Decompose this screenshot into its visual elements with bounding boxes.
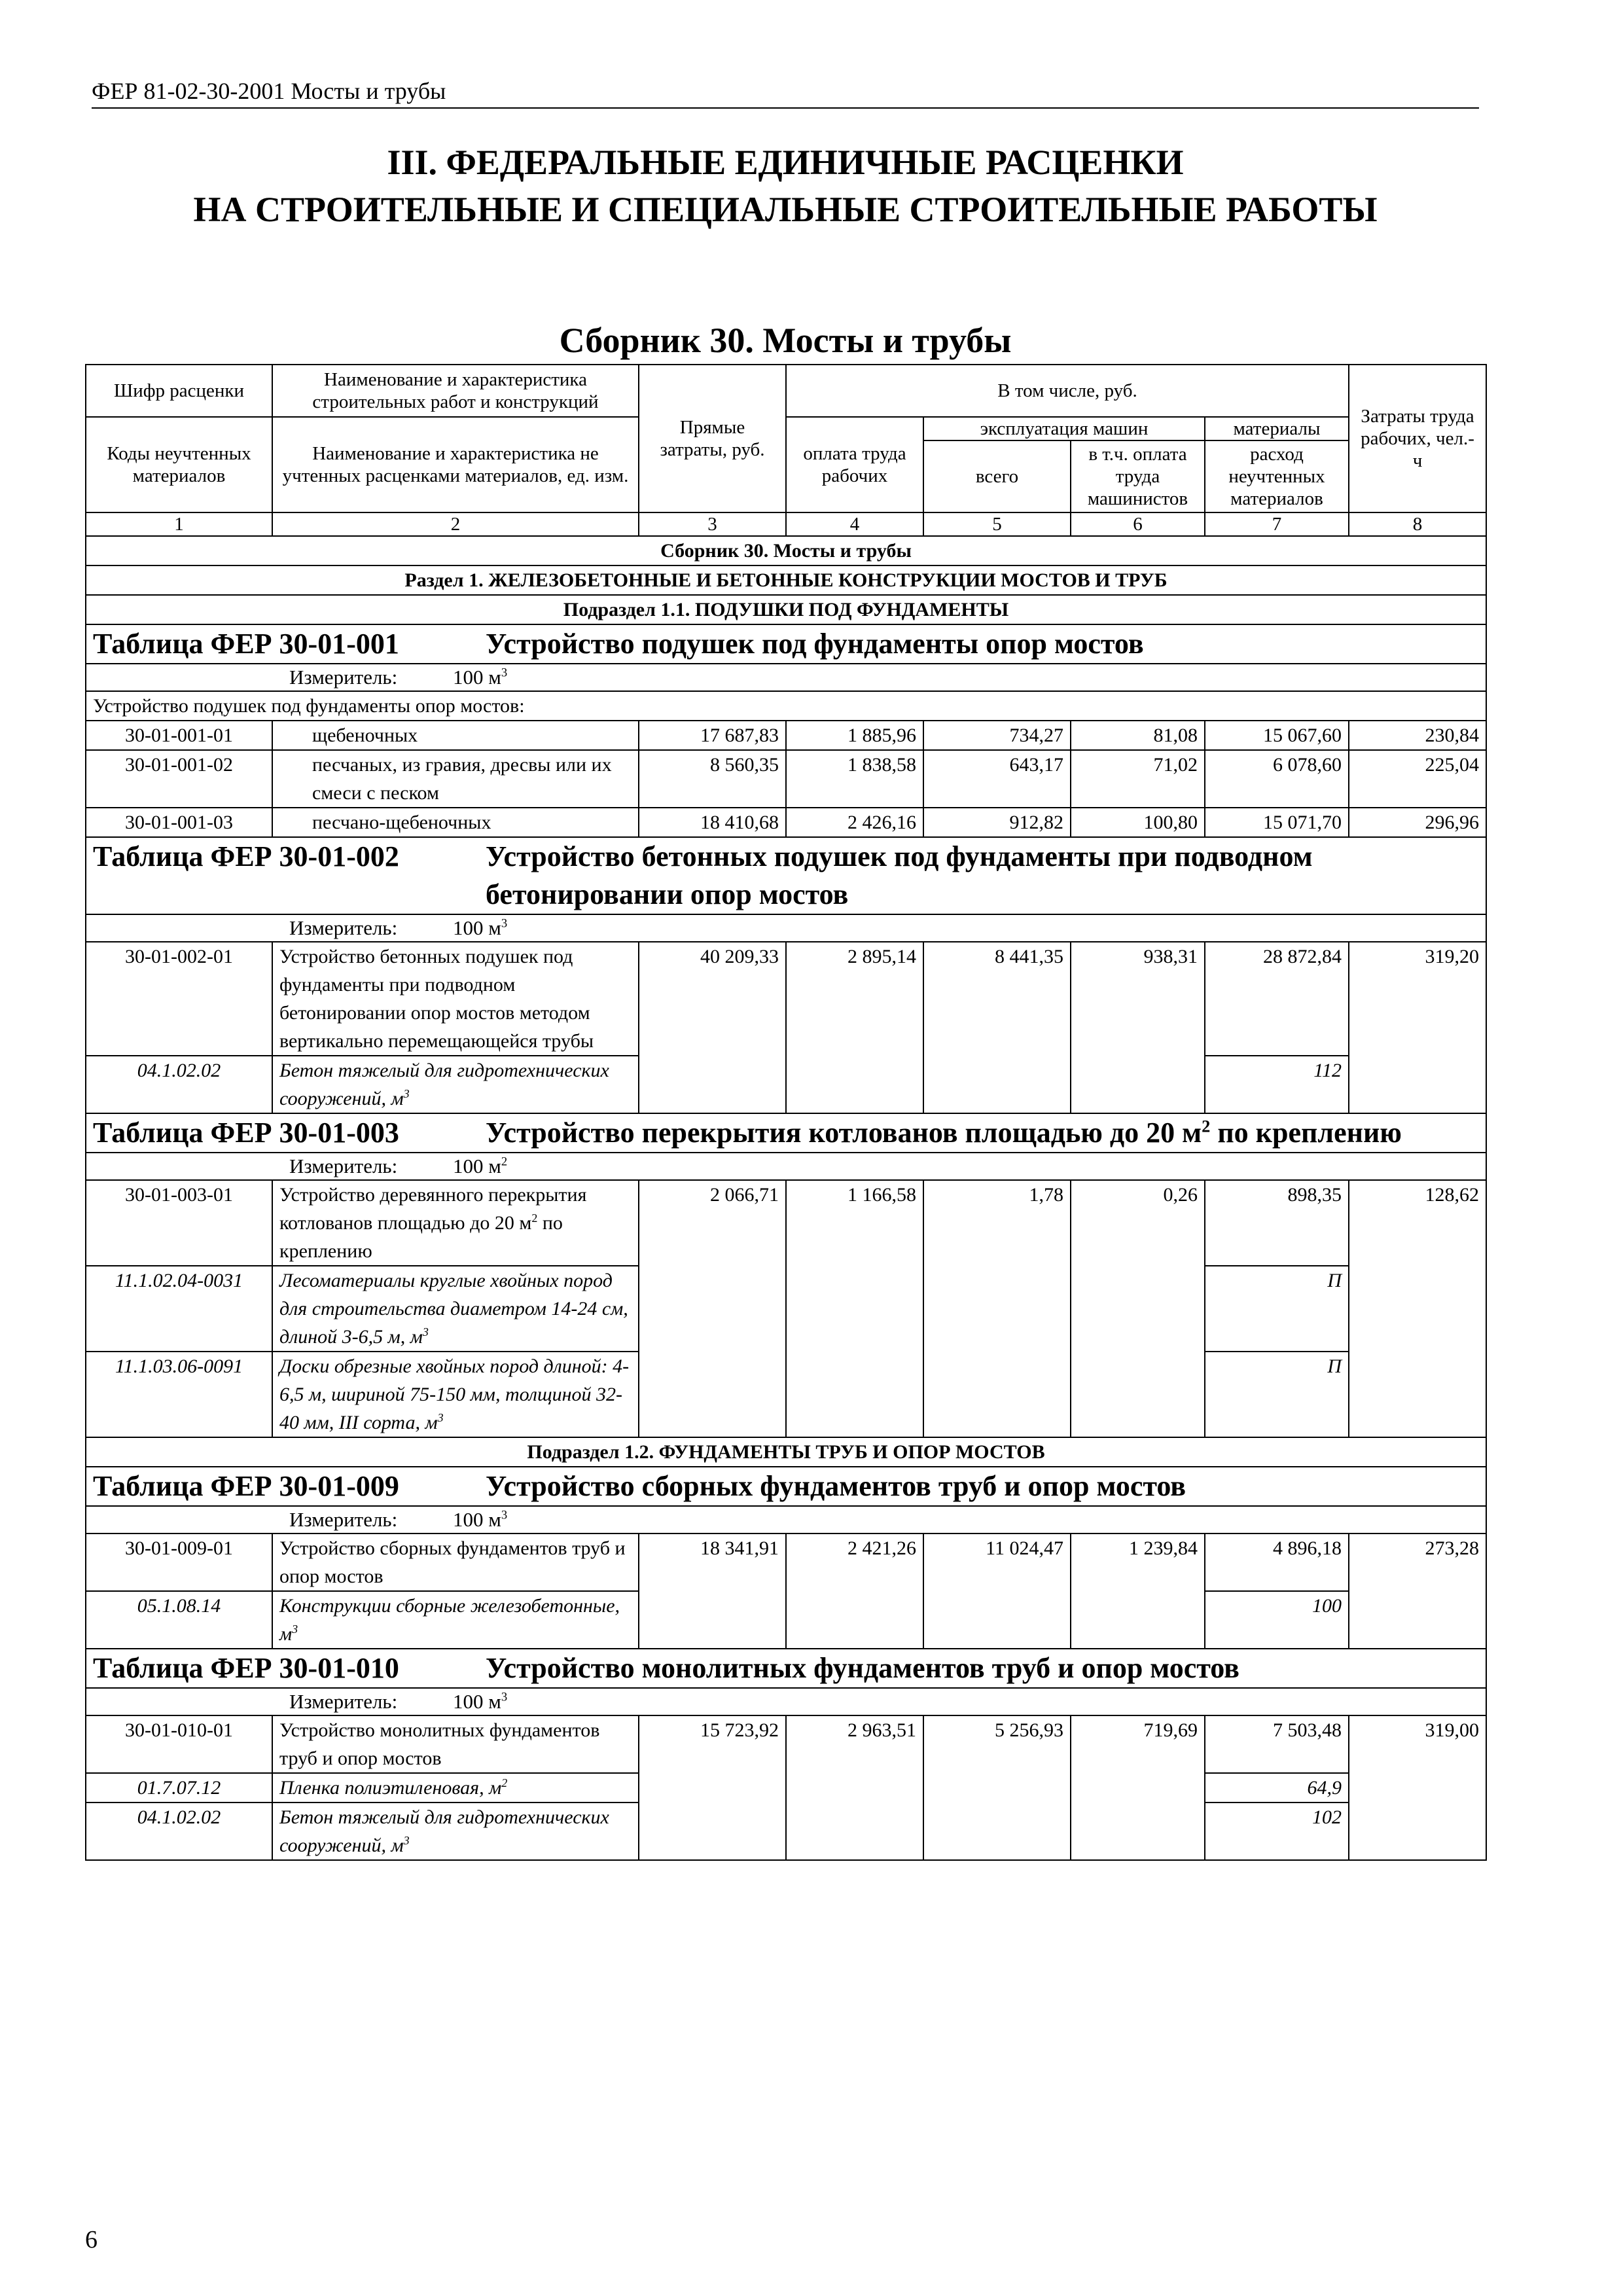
labor-pay: 2 895,14 <box>786 942 923 1113</box>
col-number-6: 6 <box>1071 512 1205 536</box>
material-code: 04.1.02.02 <box>86 1803 272 1860</box>
machines-total: 1,78 <box>923 1180 1071 1437</box>
material-name: Доски обрезные хвойных пород длиной: 4-6,5 м, шириной 75-150 мм, толщиной 32-40 мм, III сорта, $м^3$ <box>272 1352 639 1437</box>
material-name: Пленка полиэтиленовая, $м^2$ <box>272 1773 639 1803</box>
material-qty: П <box>1205 1266 1349 1352</box>
measure-unit: 100 $м^3$ <box>453 1508 508 1531</box>
measure-001 <box>86 664 1486 691</box>
table-row <box>86 1534 1486 1591</box>
material-name: Бетон тяжелый для гидротехнических сооружений, $м^3$ <box>272 1056 639 1113</box>
material-qty: 102 <box>1205 1803 1349 1860</box>
machines-labor: 719,69 <box>1071 1715 1205 1860</box>
measure-label: Измеритель: <box>289 1690 398 1713</box>
running-head: ФЕР 81-02-30-2001 Мосты и трубы <box>92 77 1479 109</box>
col-number-8: 8 <box>1349 512 1486 536</box>
table-row <box>86 808 1486 837</box>
title-line-1: III. ФЕДЕРАЛЬНЫЕ ЕДИНИЧНЫЕ РАСЦЕНКИ <box>387 143 1184 182</box>
direct-costs: 2 066,71 <box>639 1180 786 1437</box>
col-including: В том числе, руб. <box>786 365 1349 417</box>
col-name-bottom: Наименование и характеристика не учтенных расценками материалов, ед. изм. <box>272 417 639 512</box>
table-title-010 <box>86 1649 1486 1688</box>
material-code: 11.1.03.06-0091 <box>86 1352 272 1437</box>
machines-labor: 1 239,84 <box>1071 1534 1205 1649</box>
measure-label: Измеритель: <box>289 1508 398 1531</box>
rate-name: песчано-щебеночных <box>272 808 639 837</box>
direct-costs: 15 723,92 <box>639 1715 786 1860</box>
table-code: Таблица ФЕР 30-01-010 <box>93 1652 399 1684</box>
machines-labor: 938,31 <box>1071 942 1205 1113</box>
labor-pay: 2 963,51 <box>786 1715 923 1860</box>
table-row <box>86 750 1486 808</box>
subsection-row-2: Подраздел 1.2. ФУНДАМЕНТЫ ТРУБ И ОПОР МОСТОВ <box>86 1437 1486 1467</box>
col-machines: эксплуатация машин <box>923 417 1205 440</box>
rate-code: 30-01-009-01 <box>86 1534 272 1591</box>
table-name: Устройство монолитных фундаментов труб и опор мостов <box>486 1652 1240 1684</box>
materials-cost: 28 872,84 <box>1205 942 1349 1056</box>
material-name: Бетон тяжелый для гидротехнических сооружений, $м^3$ <box>272 1803 639 1860</box>
machines-total: 912,82 <box>923 808 1071 837</box>
direct-costs: 17 687,83 <box>639 721 786 750</box>
machines-labor: 71,02 <box>1071 750 1205 808</box>
col-number-7: 7 <box>1205 512 1349 536</box>
col-direct-costs: Прямые затраты, руб. <box>639 365 786 512</box>
table-title-001 <box>86 624 1486 664</box>
rate-code: 30-01-001-01 <box>86 721 272 750</box>
machines-labor: 0,26 <box>1071 1180 1205 1437</box>
labor-hours: 296,96 <box>1349 808 1486 837</box>
table-name: Устройство бетонных подушек под фундаменты при подводном бетонировании опор мостов <box>486 840 1313 910</box>
materials-cost: 7 503,48 <box>1205 1715 1349 1773</box>
measure-unit: 100 $м^2$ <box>453 1155 508 1177</box>
table-code: Таблица ФЕР 30-01-001 <box>93 628 399 660</box>
table-header <box>86 365 1486 536</box>
material-qty: 112 <box>1205 1056 1349 1113</box>
machines-labor: 100,80 <box>1071 808 1205 837</box>
materials-cost: 6 078,60 <box>1205 750 1349 808</box>
subsection-row-1: Подраздел 1.1. ПОДУШКИ ПОД ФУНДАМЕНТЫ <box>86 595 1486 624</box>
col-code-bottom: Коды неучтенных материалов <box>86 417 272 512</box>
col-number-3: 3 <box>639 512 786 536</box>
rate-name: песчаных, из гравия, дресвы или их смеси с песком <box>272 750 639 808</box>
rate-name: Устройство деревянного перекрытия котлованов площадью до 20 $м^2$ по креплению <box>272 1180 639 1266</box>
col-labor-costs: Затраты труда рабочих, чел.-ч <box>1349 365 1486 512</box>
measure-unit: 100 $м^3$ <box>453 1690 508 1713</box>
rate-code: 30-01-002-01 <box>86 942 272 1056</box>
col-code-top: Шифр расценки <box>86 365 272 417</box>
table-row <box>86 1180 1486 1266</box>
labor-pay: 2 421,26 <box>786 1534 923 1649</box>
material-name: Конструкции сборные железобетонные, $м^3$ <box>272 1591 639 1649</box>
table-name: Устройство сборных фундаментов труб и опор мостов <box>486 1470 1186 1502</box>
materials-cost: 4 896,18 <box>1205 1534 1349 1591</box>
labor-hours: 319,20 <box>1349 942 1486 1113</box>
material-qty: П <box>1205 1352 1349 1437</box>
table-code: Таблица ФЕР 30-01-009 <box>93 1470 399 1502</box>
measure-002 <box>86 914 1486 942</box>
col-machines-labor: в т.ч. оплата труда машинистов <box>1071 440 1205 512</box>
labor-pay: 1 885,96 <box>786 721 923 750</box>
rate-name: Устройство сборных фундаментов труб и опор мостов <box>272 1534 639 1591</box>
labor-pay: 1 166,58 <box>786 1180 923 1437</box>
measure-003 <box>86 1153 1486 1180</box>
material-name: Лесоматериалы круглые хвойных пород для строительства диаметром 14-24 см, длиной 3-6,5 м, $м^3$ <box>272 1266 639 1352</box>
col-materials: материалы <box>1205 417 1349 440</box>
material-code: 05.1.08.14 <box>86 1591 272 1649</box>
materials-cost: 15 067,60 <box>1205 721 1349 750</box>
rate-code: 30-01-001-02 <box>86 750 272 808</box>
table-row <box>86 942 1486 1056</box>
table-row <box>86 721 1486 750</box>
table-code: Таблица ФЕР 30-01-003 <box>93 1117 399 1149</box>
machines-total: 643,17 <box>923 750 1071 808</box>
section-row: Раздел 1. ЖЕЛЕЗОБЕТОННЫЕ И БЕТОННЫЕ КОНСТРУКЦИИ МОСТОВ И ТРУБ <box>86 565 1486 595</box>
measure-unit: 100 $м^3$ <box>453 916 508 939</box>
measure-label: Измеритель: <box>289 1155 398 1177</box>
rate-name: Устройство бетонных подушек под фундаменты при подводном бетонировании опор мостов методом вертикально перемещающейся трубы <box>272 942 639 1056</box>
col-materials-sub: расход неучтенных материалов <box>1205 440 1349 512</box>
labor-hours: 128,62 <box>1349 1180 1486 1437</box>
labor-hours: 230,84 <box>1349 721 1486 750</box>
page-number: 6 <box>85 2226 98 2253</box>
rate-code: 30-01-010-01 <box>86 1715 272 1773</box>
material-code: 01.7.07.12 <box>86 1773 272 1803</box>
col-labor-pay: оплата труда рабочих <box>786 417 923 512</box>
table-title-003 <box>86 1113 1486 1153</box>
measure-009 <box>86 1506 1486 1534</box>
rates-table <box>85 364 1487 1861</box>
title-line-2: НА СТРОИТЕЛЬНЫЕ И СПЕЦИАЛЬНЫЕ СТРОИТЕЛЬНЫЕ РАБОТЫ <box>193 190 1378 229</box>
rate-name: Устройство монолитных фундаментов труб и опор мостов <box>272 1715 639 1773</box>
col-number-1: 1 <box>86 512 272 536</box>
col-number-4: 4 <box>786 512 923 536</box>
direct-costs: 18 410,68 <box>639 808 786 837</box>
labor-hours: 273,28 <box>1349 1534 1486 1649</box>
labor-pay: 2 426,16 <box>786 808 923 837</box>
collection-row: Сборник 30. Мосты и трубы <box>86 536 1486 565</box>
machines-labor: 81,08 <box>1071 721 1205 750</box>
machines-total: 5 256,93 <box>923 1715 1071 1860</box>
direct-costs: 40 209,33 <box>639 942 786 1113</box>
col-name-top: Наименование и характеристика строительных работ и конструкций <box>272 365 639 417</box>
materials-cost: 15 071,70 <box>1205 808 1349 837</box>
rate-name: щебеночных <box>272 721 639 750</box>
material-qty: 100 <box>1205 1591 1349 1649</box>
labor-hours: 225,04 <box>1349 750 1486 808</box>
table-title-002 <box>86 837 1486 914</box>
col-number-2: 2 <box>272 512 639 536</box>
measure-label: Измеритель: <box>289 916 398 939</box>
labor-hours: 319,00 <box>1349 1715 1486 1860</box>
measure-label: Измеритель: <box>289 666 398 689</box>
material-code: 11.1.02.04-0031 <box>86 1266 272 1352</box>
machines-total: 11 024,47 <box>923 1534 1071 1649</box>
col-number-5: 5 <box>923 512 1071 536</box>
collection-title: Сборник 30. Мосты и трубы <box>559 321 1012 360</box>
table-name: Устройство подушек под фундаменты опор мостов <box>486 628 1144 660</box>
labor-pay: 1 838,58 <box>786 750 923 808</box>
material-code: 04.1.02.02 <box>86 1056 272 1113</box>
direct-costs: 18 341,91 <box>639 1534 786 1649</box>
material-qty: 64,9 <box>1205 1773 1349 1803</box>
materials-cost: 898,35 <box>1205 1180 1349 1266</box>
table-title-009 <box>86 1467 1486 1506</box>
col-machines-total: всего <box>923 440 1071 512</box>
page-title <box>92 139 1479 233</box>
measure-010 <box>86 1688 1486 1715</box>
table-code: Таблица ФЕР 30-01-002 <box>93 840 399 872</box>
machines-total: 734,27 <box>923 721 1071 750</box>
table-note-001: Устройство подушек под фундаменты опор мостов: <box>86 691 1486 721</box>
table-row <box>86 1715 1486 1773</box>
rate-code: 30-01-001-03 <box>86 808 272 837</box>
direct-costs: 8 560,35 <box>639 750 786 808</box>
machines-total: 8 441,35 <box>923 942 1071 1113</box>
measure-unit: 100 $м^3$ <box>453 666 508 689</box>
rate-code: 30-01-003-01 <box>86 1180 272 1266</box>
table-name: Устройство перекрытия котлованов площадью до 20 $м^2$ по креплению <box>486 1116 1402 1149</box>
